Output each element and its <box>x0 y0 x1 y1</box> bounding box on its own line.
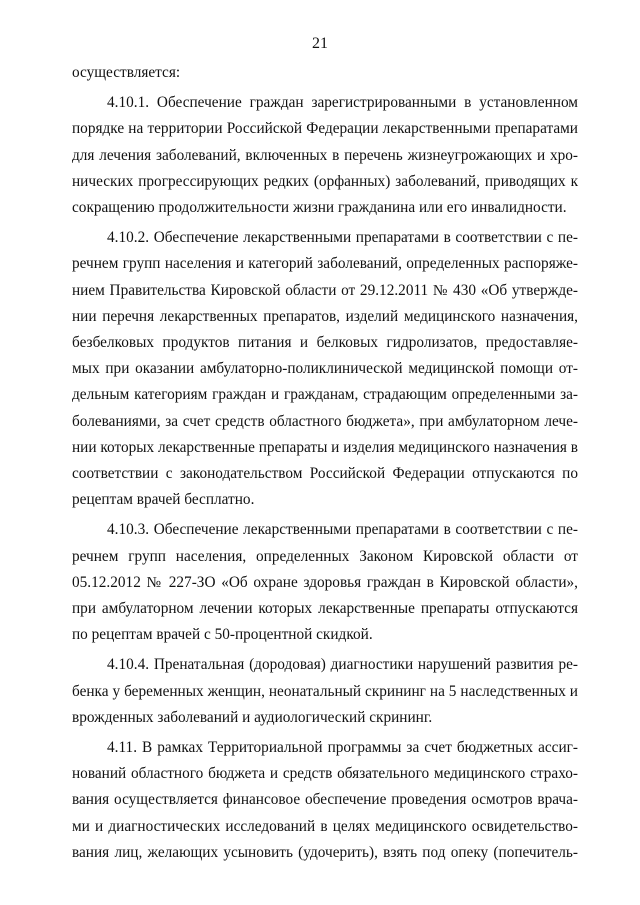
text-line: 4.10.1. Обеспечение граждан зарегистрированными в установленном <box>107 94 578 112</box>
text-line: бенка у беременных женщин, неонатальный скрининг на 5 наследственных и <box>72 682 578 700</box>
text-line: 05.12.2012 № 227-ЗО «Об охране здоровья граждан в Кировской области», <box>72 573 578 591</box>
text-line: при амбулаторном лечении которых лекарственные препараты отпускаются <box>72 600 578 618</box>
page-number: 21 <box>312 35 328 52</box>
text-line: дельным категориям граждан и гражданам, страдающим определенными за- <box>72 386 578 404</box>
text-line: речнем групп населения, определенных Законом Кировской области от <box>72 547 578 565</box>
paragraph <box>72 735 578 866</box>
paragraph <box>72 60 578 86</box>
text-line: речнем групп населения и категорий заболеваний, определенных распоряже- <box>72 255 578 273</box>
paragraph <box>72 652 578 731</box>
text-line: ми и диагностических исследований в целях медицинского освидетельство- <box>72 817 578 835</box>
paragraph <box>72 90 578 221</box>
text-line: врожденных заболеваний и аудиологический скрининг. <box>72 708 433 726</box>
text-line: 4.10.4. Пренатальная (дородовая) диагностики нарушений развития ре- <box>107 656 578 674</box>
text-line: сокращению продолжительности жизни гражданина или его инвалидности. <box>72 199 567 217</box>
text-line: 4.11. В рамках Территориальной программы за счет бюджетных ассиг- <box>107 739 578 757</box>
text-line: 4.10.2. Обеспечение лекарственными препаратами в соответствии с пе- <box>107 229 578 247</box>
text-line: нии которых лекарственные препараты и изделия медицинского назначения в <box>72 438 578 456</box>
text-line: соответствии с законодательством Российской Федерации отпускаются по <box>72 465 578 483</box>
text-line: осуществляется: <box>72 64 181 81</box>
text-line: порядке на территории Российской Федерации лекарственными препаратами <box>72 120 578 138</box>
text-line: мых при оказании амбулаторно-поликлинической медицинской помощи от- <box>72 360 578 378</box>
text-line: болеваниями, за счет средств областного бюджета», при амбулаторном лече- <box>72 412 578 430</box>
text-line: по рецептам врачей с 50-процентной скидкой. <box>72 626 373 644</box>
text-line: нических прогрессирующих редких (орфанных) заболеваний, приводящих к <box>72 172 578 190</box>
text-line: нием Правительства Кировской области от 29.12.2011 № 430 «Об утвержде- <box>72 281 578 299</box>
text-line: вания лиц, желающих усыновить (удочерить), взять под опеку (попечитель- <box>72 843 578 861</box>
document-body <box>72 60 578 870</box>
text-line: 4.10.3. Обеспечение лекарственными препаратами в соответствии с пе- <box>107 521 578 539</box>
text-line: вания осуществляется финансовое обеспечение проведения осмотров врача- <box>72 791 578 809</box>
text-line: нований областного бюджета и средств обязательного медицинского страхо- <box>72 765 578 783</box>
text-line: нии перечня лекарственных препаратов, изделий медицинского назначения, <box>72 307 578 325</box>
paragraph <box>72 517 578 648</box>
paragraph <box>72 225 578 513</box>
text-line: безбелковых продуктов питания и белковых гидролизатов, предоставляе- <box>72 334 578 352</box>
text-line: рецептам врачей бесплатно. <box>72 491 255 509</box>
text-line: для лечения заболеваний, включенных в перечень жизнеугрожающих и хро- <box>72 146 578 164</box>
